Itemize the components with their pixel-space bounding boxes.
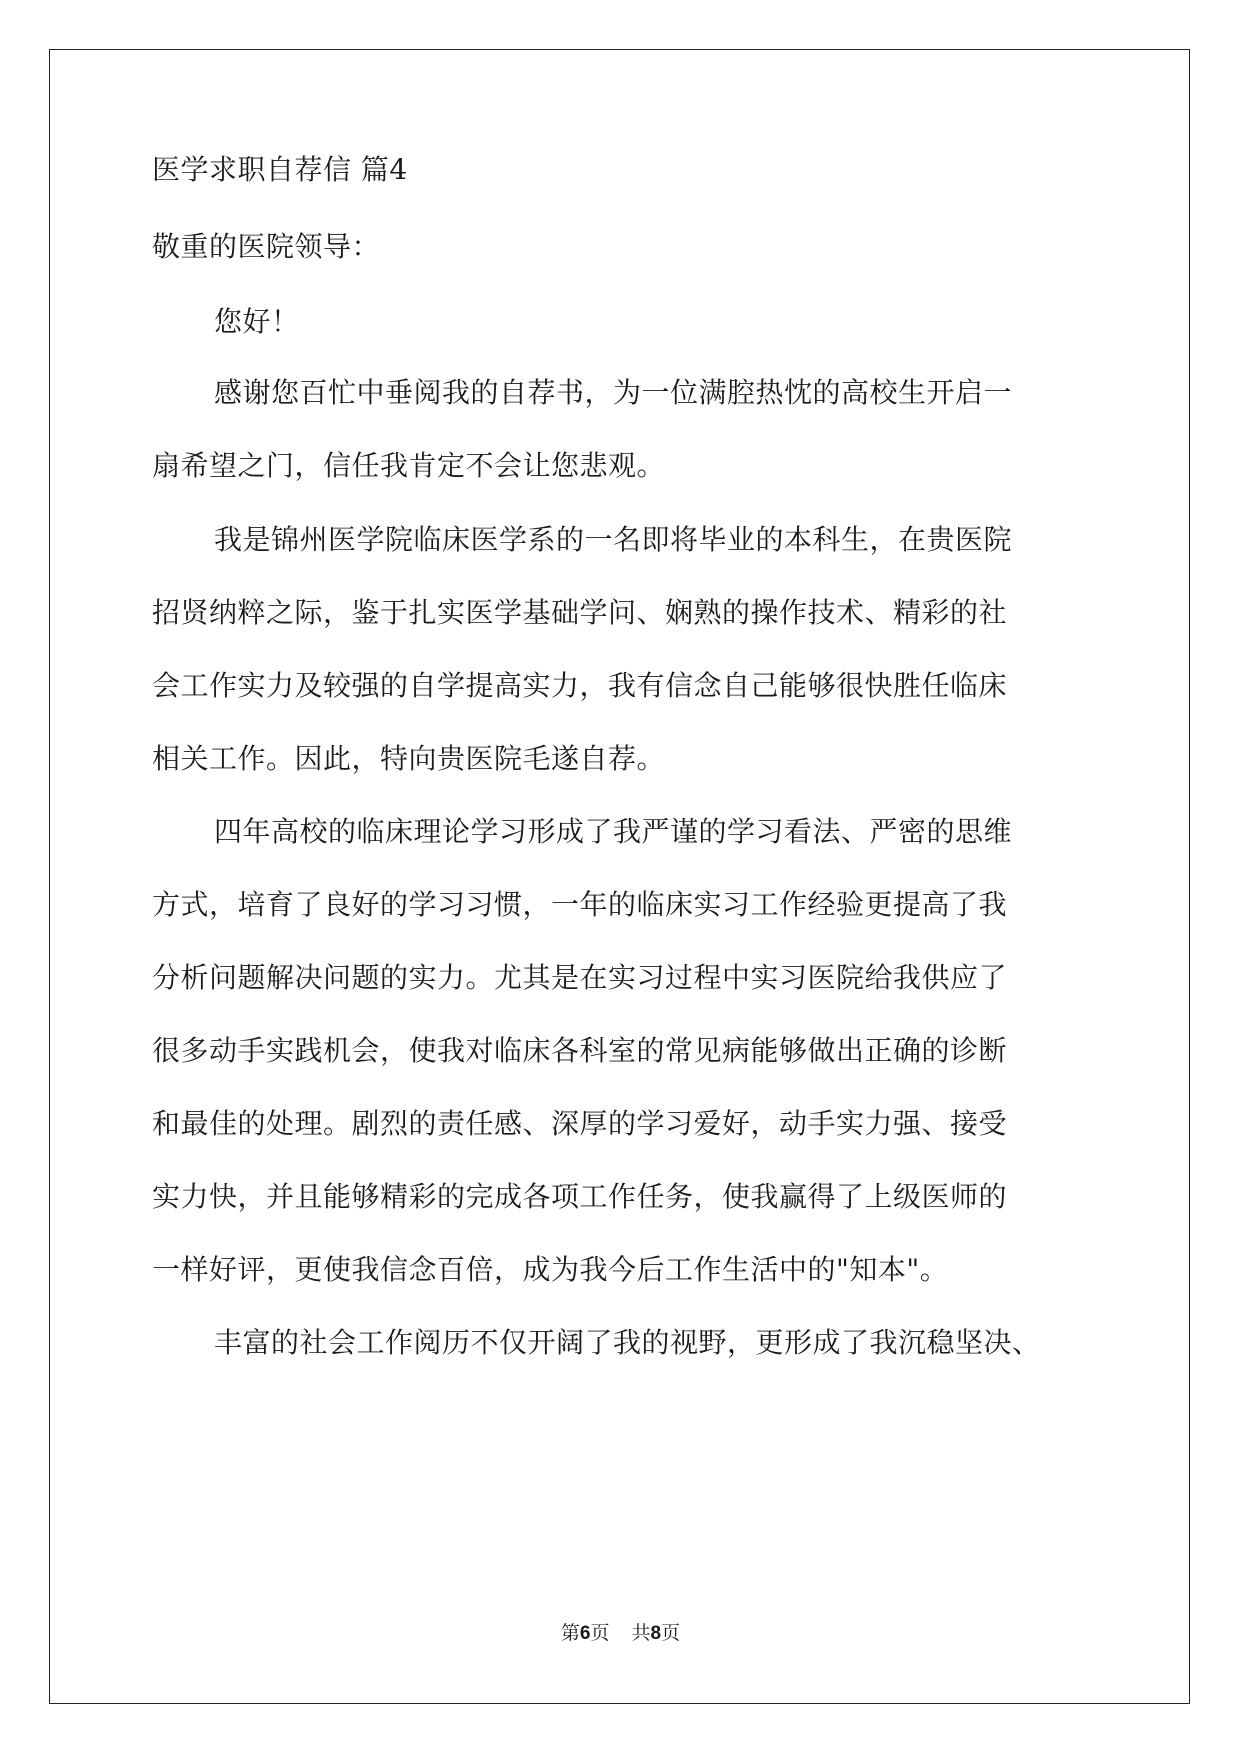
body-line: 四年高校的临床理论学习形成了我严谨的学习看法、严密的思维 — [214, 815, 1013, 848]
document-title: 医学求职自荐信 篇4 — [152, 153, 408, 186]
page-prefix: 第 — [560, 1622, 580, 1644]
body-line: 感谢您百忙中垂阅我的自荐书，为一位满腔热忱的高校生开启一 — [214, 376, 1013, 409]
greeting: 您好！ — [214, 305, 300, 338]
page-suffix: 页 — [590, 1622, 610, 1644]
total-suffix: 页 — [661, 1622, 681, 1644]
body-line: 分析问题解决问题的实力。尤其是在实习过程中实习医院给我供应了 — [152, 961, 1008, 994]
body-line: 很多动手实践机会，使我对临床各科室的常见病能够做出正确的诊断 — [152, 1034, 1008, 1067]
body-line: 会工作实力及较强的自学提高实力，我有信念自己能够很快胜任临床 — [152, 669, 1008, 702]
body-line: 扇希望之门，信任我肯定不会让您悲观。 — [152, 449, 666, 482]
current-page-number: 6 — [579, 1623, 591, 1644]
total-prefix: 共 — [631, 1622, 651, 1644]
body-line: 和最佳的处理。剧烈的责任感、深厚的学习爱好，动手实力强、接受 — [152, 1107, 1008, 1140]
body-line: 一样好评，更使我信念百倍，成为我今后工作生活中的"知本"。 — [152, 1253, 949, 1286]
total-pages-number: 8 — [650, 1623, 662, 1644]
body-line: 招贤纳粹之际，鉴于扎实医学基础学问、娴熟的操作技术、精彩的社 — [152, 596, 1008, 629]
page-footer — [0, 1621, 1241, 1646]
body-line: 实力快，并且能够精彩的完成各项工作任务，使我赢得了上级医师的 — [152, 1180, 1008, 1213]
salutation: 敬重的医院领导： — [152, 230, 381, 263]
body-line: 方式，培育了良好的学习习惯，一年的临床实习工作经验更提高了我 — [152, 888, 1008, 921]
body-line: 相关工作。因此，特向贵医院毛遂自荐。 — [152, 742, 666, 775]
body-line: 丰富的社会工作阅历不仅开阔了我的视野，更形成了我沉稳坚决、 — [214, 1326, 1041, 1359]
body-line: 我是锦州医学院临床医学系的一名即将毕业的本科生，在贵医院 — [214, 523, 1013, 556]
page-border — [49, 49, 1190, 1704]
